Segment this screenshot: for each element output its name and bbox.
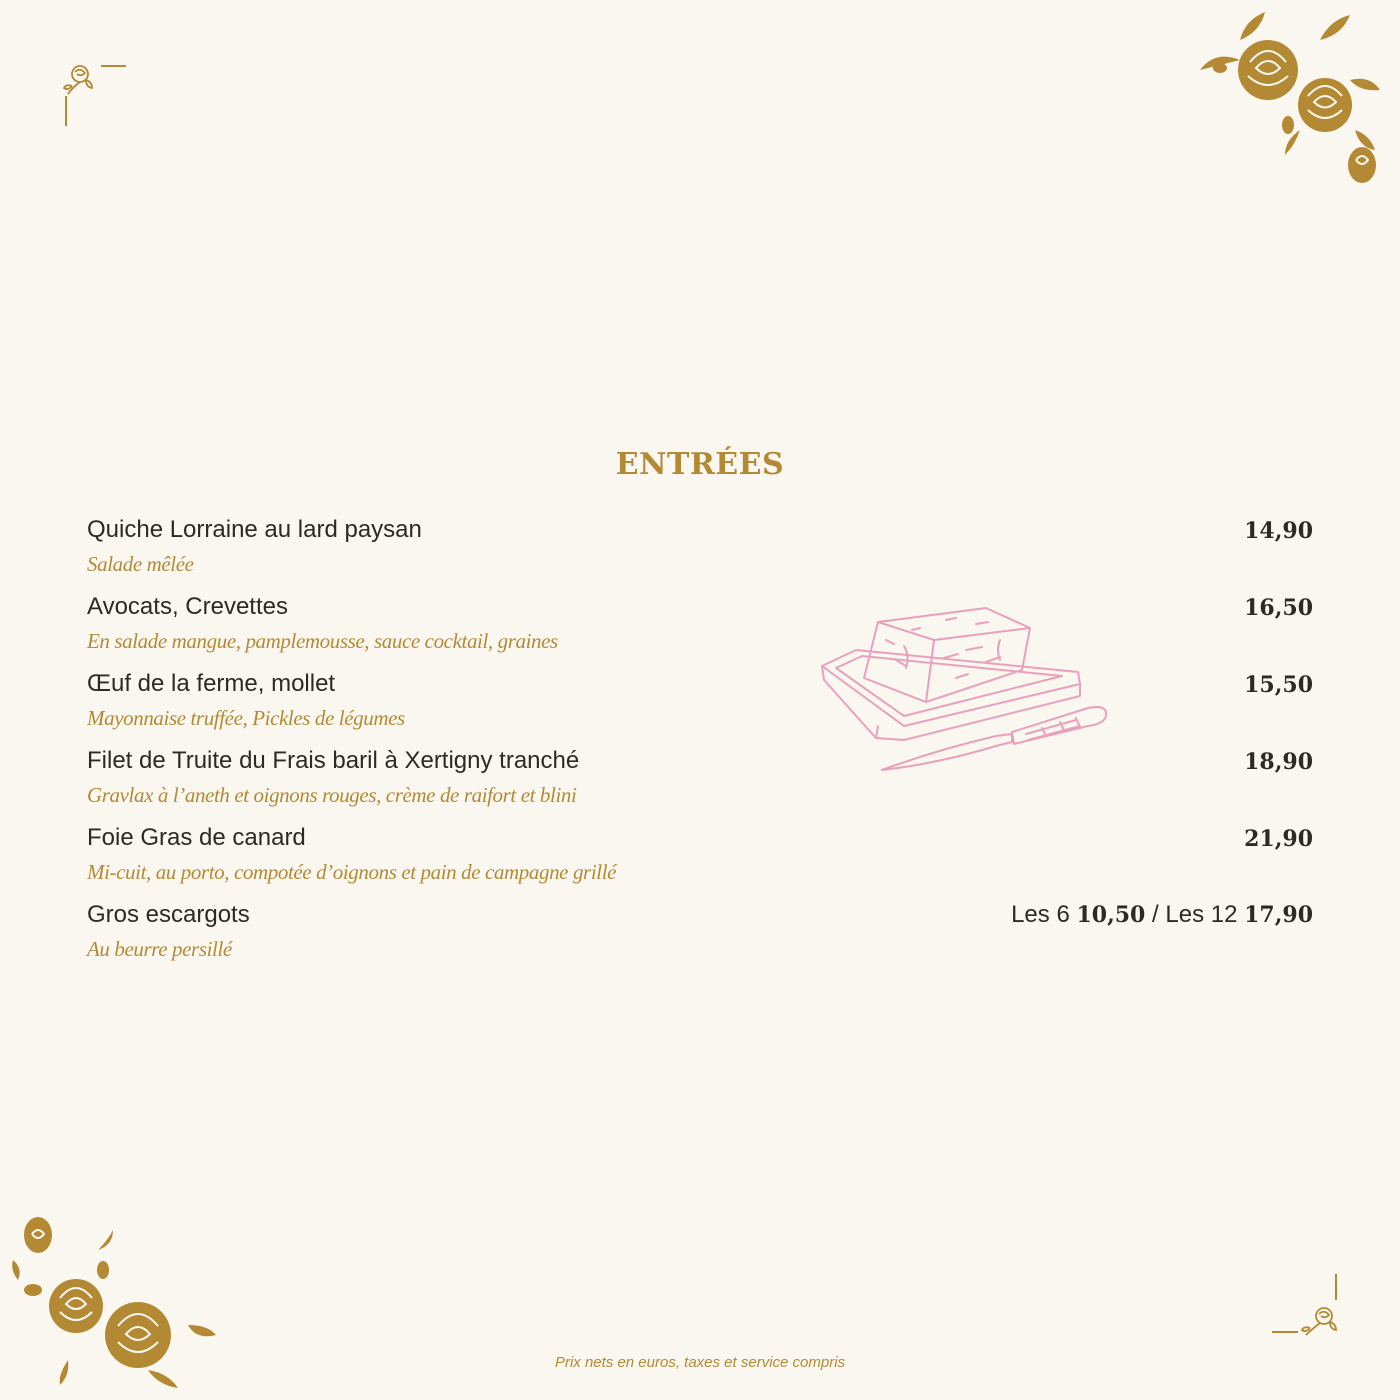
dish-description: Mayonnaise truffée, Pickles de légumes: [87, 706, 405, 730]
dish-price: 21,90: [1244, 826, 1313, 852]
dish-price-options: [1011, 901, 1313, 929]
price-option-amount: 10,50: [1076, 902, 1146, 928]
corner-rose-top-left-icon: [56, 56, 136, 136]
menu-item: [87, 670, 1313, 747]
dish-price: 16,50: [1244, 595, 1313, 621]
dish-name: Œuf de la ferme, mollet: [87, 670, 336, 697]
dish-name: Filet de Truite du Frais baril à Xertigny tranché: [87, 747, 580, 774]
dish-name: Gros escargots: [87, 901, 250, 928]
dish-price: 14,90: [1244, 518, 1313, 544]
footer-note: Prix nets en euros, taxes et service compris: [554, 1354, 846, 1371]
price-separator: /: [1152, 901, 1159, 928]
dish-description: Mi-cuit, au porto, compotée d’oignons et pain de campagne grillé: [87, 860, 617, 884]
dish-name: Avocats, Crevettes: [87, 593, 288, 620]
price-option-label: Les 6: [1011, 901, 1070, 928]
price-option-amount: 17,90: [1244, 902, 1313, 928]
menu-item: [87, 747, 1313, 824]
butter-dish-with-knife-icon: [816, 600, 1112, 780]
menu-item: [87, 593, 1313, 670]
dish-description: Salade mêlée: [87, 552, 194, 576]
menu-item: [87, 516, 1313, 593]
dish-name: Quiche Lorraine au lard paysan: [87, 516, 422, 543]
corner-rose-bottom-right-icon: [1266, 1266, 1346, 1346]
rose-bouquet-top-right-icon: [1180, 10, 1390, 190]
dish-price: 18,90: [1244, 749, 1313, 775]
menu-list: [87, 516, 1313, 978]
menu-item: [87, 901, 1313, 978]
dish-description: Au beurre persillé: [87, 937, 232, 961]
dish-description: En salade mangue, pamplemousse, sauce cocktail, graines: [87, 629, 558, 653]
section-title: ENTRÉES: [615, 447, 785, 482]
price-option-label: Les 12: [1165, 901, 1238, 928]
dish-name: Foie Gras de canard: [87, 824, 306, 851]
menu-item: [87, 824, 1313, 901]
dish-description: Gravlax à l’aneth et oignons rouges, crème de raifort et blini: [87, 783, 577, 807]
dish-price: 15,50: [1244, 672, 1313, 698]
